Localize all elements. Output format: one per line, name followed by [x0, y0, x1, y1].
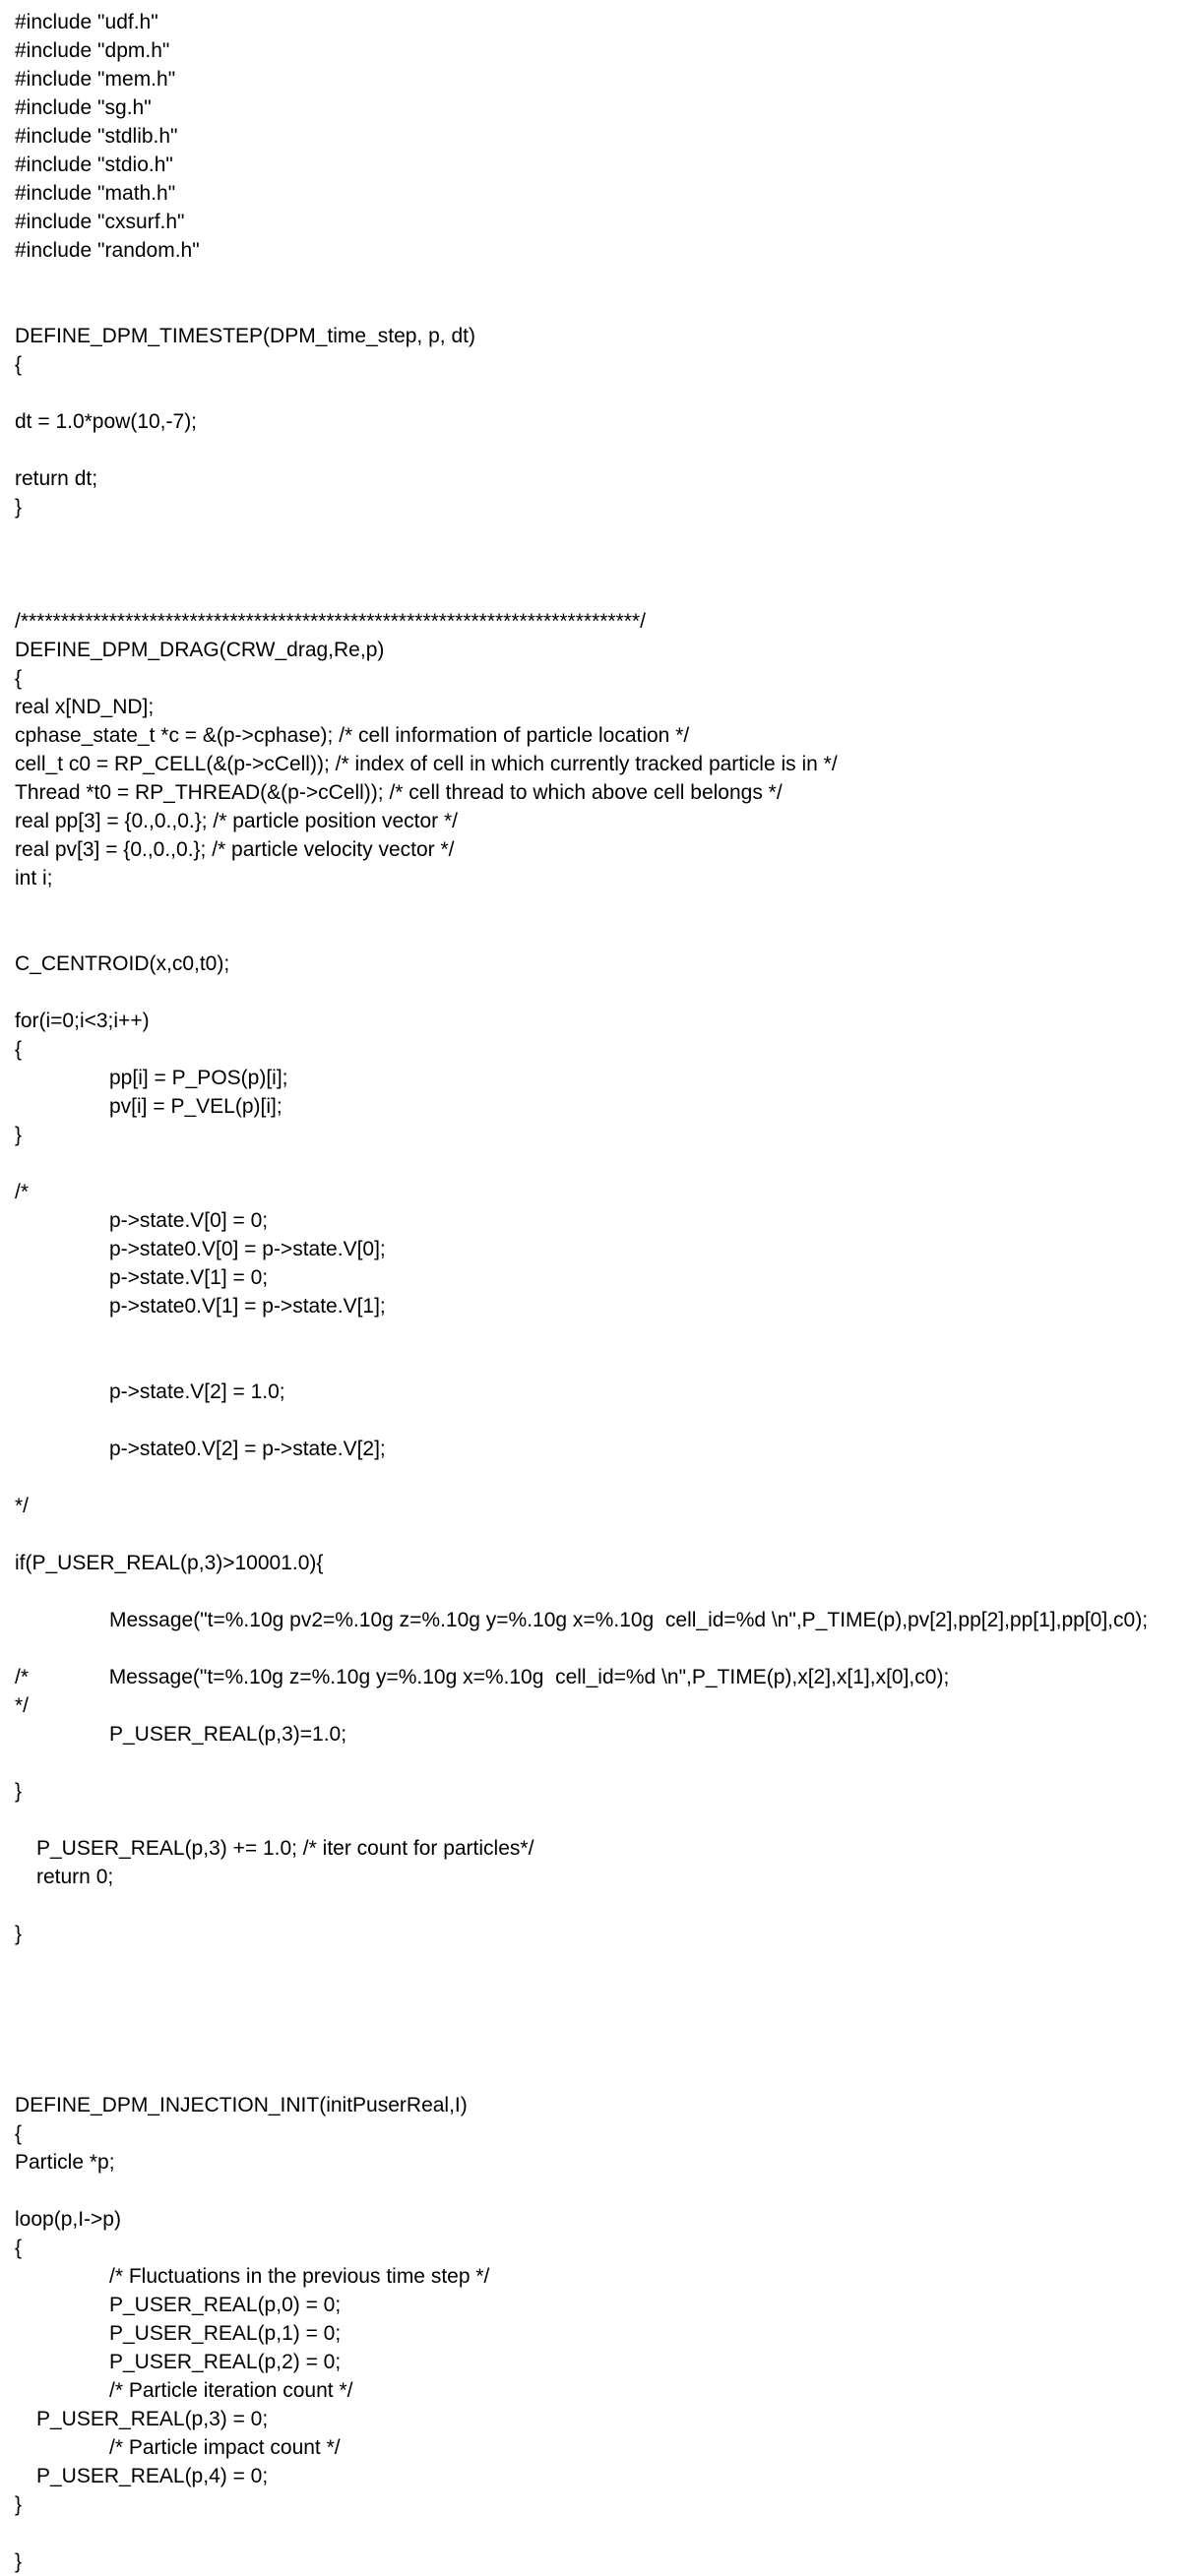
code-line: P_USER_REAL(p,3) = 0;: [36, 2408, 269, 2430]
code-line: for(i=0;i<3;i++): [15, 1010, 150, 1032]
code-line: {: [15, 353, 23, 376]
code-line: #include "udf.h": [15, 11, 158, 33]
blank-line: [15, 1406, 1186, 1435]
blank-line: [15, 1520, 1186, 1549]
code-line: real x[ND_ND];: [15, 696, 155, 718]
code-line: real pp[3] = {0.,0.,0.}; /* particle position vector */: [15, 810, 459, 832]
code-line: #include "sg.h": [15, 96, 152, 119]
code-line: }: [15, 1923, 23, 1945]
blank-line: [15, 2005, 1186, 2034]
blank-line: [15, 1806, 1186, 1834]
blank-line: [15, 1634, 1186, 1663]
blank-line: [15, 1577, 1186, 1606]
code-line: P_USER_REAL(p,4) = 0;: [36, 2465, 269, 2487]
code-line: }: [15, 1124, 23, 1146]
code-line: /* Fluctuations in the previous time step */: [109, 2265, 490, 2288]
code-line: cphase_state_t *c = &(p->cphase); /* cell information of particle location */: [15, 724, 690, 747]
code-line: /* Message("t=%.10g z=%.10g y=%.10g x=%.10g cell_id=%d \n",P_TIME(p),x[2],x[1],x[0],c0);: [15, 1666, 950, 1688]
code-line: P_USER_REAL(p,3)=1.0;: [109, 1723, 347, 1746]
code-line: */: [15, 1495, 30, 1517]
code-line: P_USER_REAL(p,3) += 1.0; /* iter count for particles*/: [36, 1837, 534, 1860]
code-line: {: [15, 1038, 23, 1061]
code-line: p->state0.V[2] = p->state.V[2];: [109, 1438, 386, 1460]
code-line: }: [15, 2493, 23, 2516]
code-line: }: [15, 496, 23, 519]
code-line: cell_t c0 = RP_CELL(&(p->cCell)); /* index of cell in which currently tracked particle is in */: [15, 753, 838, 775]
code-line: #include "cxsurf.h": [15, 211, 185, 233]
code-line: Particle *p;: [15, 2151, 115, 2174]
code-document: [15, 8, 1186, 2576]
blank-line: [15, 2034, 1186, 2062]
blank-line: [15, 436, 1186, 464]
blank-line: [15, 1463, 1186, 1492]
blank-line: [15, 921, 1186, 950]
code-line: P_USER_REAL(p,2) = 0;: [109, 2351, 342, 2373]
blank-line: [15, 1977, 1186, 2005]
code-line: p->state.V[1] = 0;: [109, 1266, 269, 1289]
blank-line: [15, 1748, 1186, 1777]
code-line: P_USER_REAL(p,1) = 0;: [109, 2322, 342, 2345]
blank-line: [15, 1149, 1186, 1178]
blank-line: [15, 2177, 1186, 2205]
blank-line: [15, 2062, 1186, 2091]
blank-line: [15, 379, 1186, 407]
code-line: p->state.V[0] = 0;: [109, 1209, 269, 1232]
code-line: p->state.V[2] = 1.0;: [109, 1380, 285, 1403]
code-line: #include "mem.h": [15, 68, 176, 91]
code-line: P_USER_REAL(p,0) = 0;: [109, 2294, 342, 2316]
code-line: }: [15, 2550, 23, 2573]
code-line: real pv[3] = {0.,0.,0.}; /* particle velocity vector */: [15, 838, 455, 861]
code-line: int i;: [15, 867, 53, 889]
code-line: #include "stdlib.h": [15, 125, 178, 148]
code-line: DEFINE_DPM_DRAG(CRW_drag,Re,p): [15, 639, 385, 661]
code-line: {: [15, 667, 23, 690]
code-line: }: [15, 1780, 23, 1803]
code-line: pv[i] = P_VEL(p)[i];: [109, 1095, 283, 1118]
code-line: return 0;: [36, 1866, 114, 1888]
code-line: /* Particle impact count */: [109, 2436, 341, 2459]
code-line: Thread *t0 = RP_THREAD(&(p->cCell)); /* cell thread to which above cell belongs */: [15, 781, 783, 804]
code-line: C_CENTROID(x,c0,t0);: [15, 952, 230, 975]
code-line: DEFINE_DPM_INJECTION_INIT(initPuserReal,I): [15, 2094, 468, 2116]
blank-line: [15, 978, 1186, 1007]
code-line: if(P_USER_REAL(p,3)>10001.0){: [15, 1552, 324, 1574]
code-line: pp[i] = P_POS(p)[i];: [109, 1067, 288, 1089]
blank-line: [15, 2519, 1186, 2547]
code-line: {: [15, 2122, 23, 2145]
blank-line: [15, 265, 1186, 293]
code-line: return dt;: [15, 467, 98, 490]
code-line: /*****************************************************************************/: [15, 610, 646, 633]
blank-line: [15, 579, 1186, 607]
blank-line: [15, 1349, 1186, 1378]
code-line: */: [15, 1694, 30, 1717]
code-line: {: [15, 2237, 23, 2259]
blank-line: [15, 1320, 1186, 1349]
code-line: #include "dpm.h": [15, 39, 170, 62]
code-line: /*: [15, 1181, 30, 1203]
blank-line: [15, 293, 1186, 322]
blank-line: [15, 1891, 1186, 1920]
blank-line: [15, 521, 1186, 550]
code-line: DEFINE_DPM_TIMESTEP(DPM_time_step, p, dt): [15, 325, 475, 347]
code-line: loop(p,I->p): [15, 2208, 121, 2231]
blank-line: [15, 892, 1186, 921]
code-line: Message("t=%.10g pv2=%.10g z=%.10g y=%.10g x=%.10g cell_id=%d \n",P_TIME(p),pv[2],pp[2],pp[1],pp[0],c0);: [109, 1609, 1149, 1631]
blank-line: [15, 550, 1186, 579]
code-line: /* Particle iteration count */: [109, 2379, 353, 2402]
code-line: #include "stdio.h": [15, 153, 173, 176]
blank-line: [15, 1948, 1186, 1977]
code-line: p->state0.V[0] = p->state.V[0];: [109, 1238, 386, 1260]
code-line: #include "random.h": [15, 239, 200, 262]
code-line: #include "math.h": [15, 182, 176, 205]
code-line: p->state0.V[1] = p->state.V[1];: [109, 1295, 386, 1318]
code-line: dt = 1.0*pow(10,-7);: [15, 410, 198, 433]
